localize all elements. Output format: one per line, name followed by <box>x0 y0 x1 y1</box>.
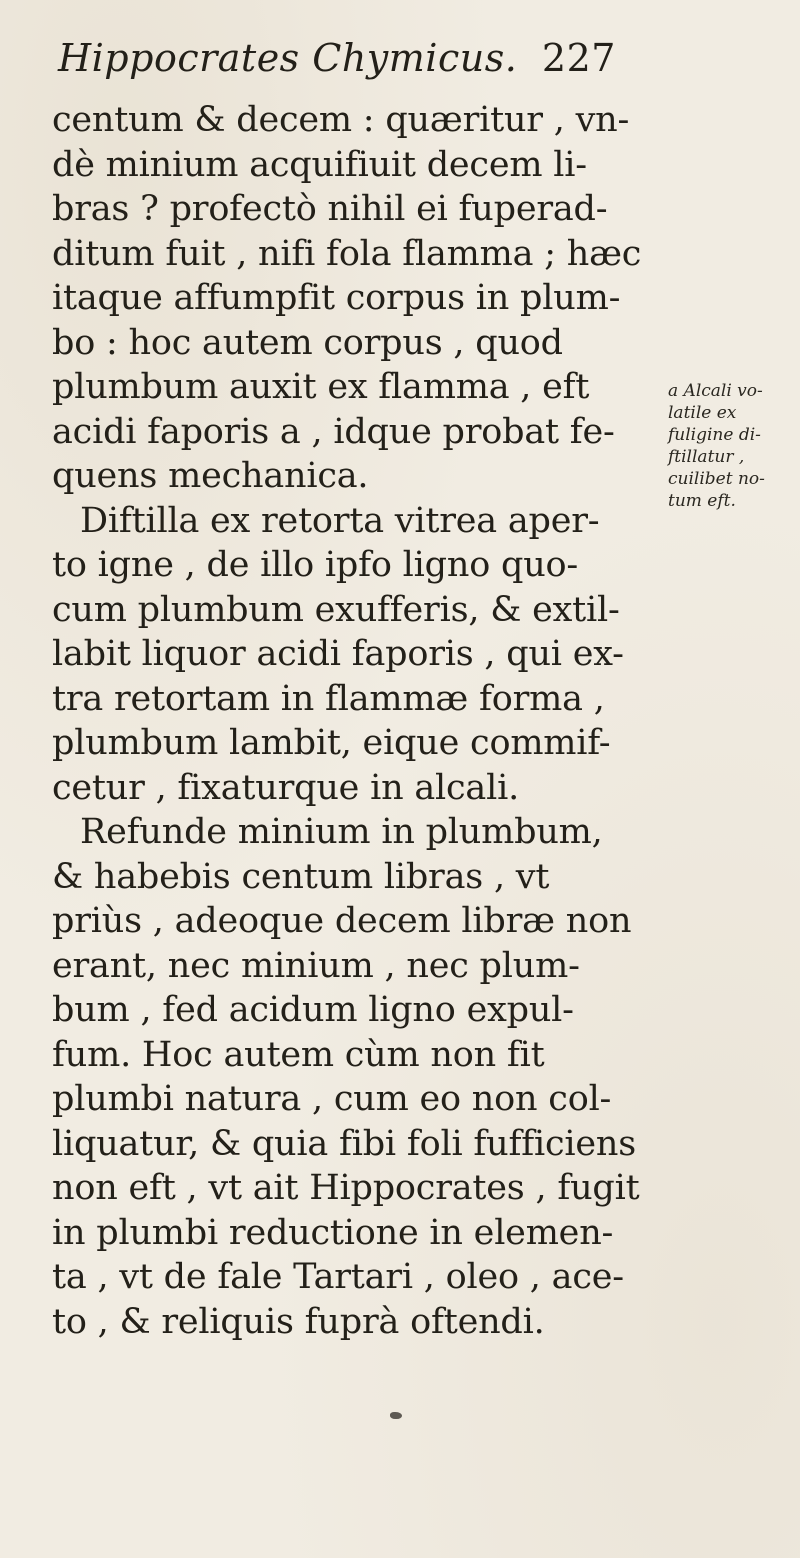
text-line: plumbi natura , cum eo non col- <box>52 1079 612 1119</box>
text-line: erant, nec minium , nec plum- <box>52 945 580 986</box>
text-line: ditum fuit , nifi fola flamma ; hæc <box>52 233 642 274</box>
text-line: to , & reliquis fuprà oftendi. <box>52 1301 545 1342</box>
marginal-note-line: latile ex <box>668 403 737 423</box>
text-line: centum & decem : quæritur , vn- <box>52 100 630 140</box>
text-line: bras ? profectò nihil ei fuperad- <box>52 189 608 229</box>
text-line: & habebis centum libras , vt <box>52 856 550 897</box>
text-line: dè minium acquifiuit decem li- <box>52 144 587 185</box>
marginal-note-line: cuilibet no- <box>668 469 765 489</box>
text-line: bum , fed acidum ligno expul- <box>52 990 574 1030</box>
ink-blot-mark <box>390 1412 402 1419</box>
marginal-note-line: a Alcali vo- <box>668 381 763 401</box>
text-line: in plumbi reductione in elemen- <box>52 1212 614 1253</box>
running-head <box>58 36 678 86</box>
text-line: itaque affumpfit corpus in plum- <box>52 278 621 318</box>
text-line: to igne , de illo ipfo ligno quo- <box>52 545 579 585</box>
marginal-note-line: tum eft. <box>668 491 736 511</box>
text-line: liquatur, & quia fibi foli fufficiens <box>52 1123 636 1164</box>
text-line: cum plumbum exufferis, & extil- <box>52 589 620 630</box>
marginal-note-line: fuligine di- <box>668 425 761 445</box>
text-line: plumbum auxit ex flamma , eft <box>52 367 590 407</box>
page-number: 227 <box>541 36 616 80</box>
text-line: plumbum lambit, eique commif- <box>52 723 611 763</box>
text-line: quens mechanica. <box>52 456 369 496</box>
text-line: priùs , adeoque decem libræ non <box>52 901 632 941</box>
text-line: Diftilla ex retorta vitrea aper- <box>80 500 600 541</box>
running-head-title: Hippocrates Chymicus. <box>58 36 518 80</box>
text-line: acidi faporis a , idque probat fe- <box>52 411 615 452</box>
text-line: tra retortam in flammæ forma , <box>52 678 605 719</box>
marginal-note-line: ftillatur , <box>668 447 745 467</box>
marginal-note <box>668 380 796 512</box>
main-text-block <box>52 98 652 1344</box>
text-line: fum. Hoc autem cùm non fit <box>52 1034 545 1075</box>
text-line: cetur , fixaturque in alcali. <box>52 767 520 808</box>
text-line: labit liquor acidi faporis , qui ex- <box>52 634 624 674</box>
text-line: ta , vt de fale Tartari , oleo , ace- <box>52 1257 624 1297</box>
text-line: Refunde minium in plumbum, <box>80 812 603 852</box>
text-line: bo : hoc autem corpus , quod <box>52 322 563 363</box>
text-line: non eft , vt ait Hippocrates , fugit <box>52 1168 640 1208</box>
